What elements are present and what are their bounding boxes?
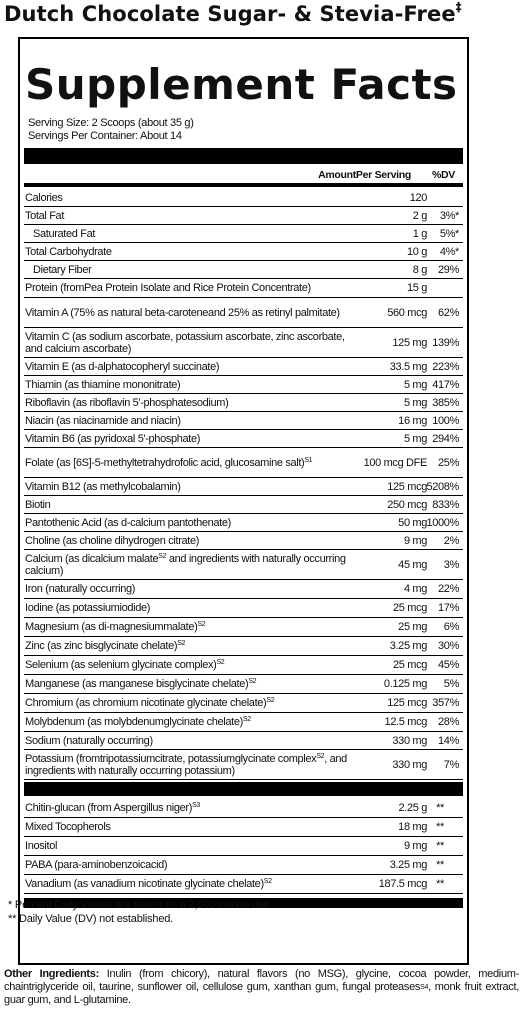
thick-divider-2	[24, 782, 463, 796]
nutrient-dv: 5208%	[426, 480, 459, 493]
nutrient-dv: 2%	[443, 534, 459, 547]
nutrient-label: Zinc (as zinc bisglycinate chelate)$^{S2}$	[25, 640, 186, 652]
nutrient-amount: 12.5 mcg	[384, 716, 427, 728]
nutrient-dv: 417%	[432, 378, 459, 391]
nutrient-amount: 4 mg	[403, 583, 427, 595]
nutrient-amount: 125 mg	[392, 336, 427, 349]
nutrient-label: Calcium (as dicalcium malate$^{S2}$ and ingredients with naturally occurring calcium)	[25, 552, 346, 577]
nutrient-amount: 25 mcg	[393, 659, 427, 671]
nutrient-row	[24, 496, 463, 514]
nutrient-amount: 100 mcg DFE	[363, 456, 427, 469]
nutrient-rows	[24, 190, 463, 780]
nutrient-amount: 5 mg	[403, 432, 427, 445]
nutrient-label: Chitin-glucan (from Aspergillus niger)$^{S3}$	[25, 802, 200, 814]
nutrient-dv: 223%	[432, 360, 459, 373]
nutrient-dv: 45%	[438, 659, 459, 671]
nutrient-label: Niacin (as niacinamide and niacin)	[25, 414, 181, 427]
nutrient-dv: 28%	[438, 716, 459, 728]
nutrient-dv: **	[436, 878, 444, 890]
nutrient-label: Calories	[25, 192, 63, 204]
nutrient-label: Vitamin E (as d-alphatocopheryl succinate)	[25, 360, 220, 373]
nutrient-label: Biotin	[25, 498, 51, 511]
nutrient-label: Sodium (naturally occurring)	[25, 734, 153, 747]
other-ingredients: Other Ingredients: Inulin (from chicory), natural flavors (no MSG), glycine, cocoa powder, medium-chaintriglyceride oil, taurine, sunflower oil, cellulose gum, xanthan gum, fungal proteases$^{S4}$, monk fruit extract, guar gum, and L-glutamine.	[4, 968, 519, 1006]
nutrient-dv: 1000%	[426, 516, 459, 529]
nutrient-row	[24, 207, 463, 225]
nutrient-row	[24, 279, 463, 298]
column-header	[24, 166, 463, 183]
nutrient-row	[24, 837, 463, 856]
nutrient-amount: 2.25 g	[398, 802, 427, 814]
nutrient-label: Vitamin B12 (as methylcobalamin)	[25, 480, 181, 493]
thick-divider	[24, 148, 463, 164]
nutrient-dv: **	[436, 802, 444, 814]
nutrient-dv: 14%	[438, 734, 459, 747]
nutrient-amount: 1 g	[412, 227, 427, 240]
nutrient-row	[24, 448, 463, 478]
footnote-dv: * Percent Daily Values are based on a 2,000 calorie diet.	[8, 899, 272, 911]
nutrient-amount: 25 mg	[398, 621, 427, 633]
nutrient-amount: 3.25 mg	[389, 859, 427, 871]
nutrient-dv: **	[436, 840, 444, 852]
nutrient-amount: 16 mg	[398, 414, 427, 427]
nutrient-amount: 10 g	[406, 245, 427, 258]
nutrient-amount: 18 mg	[398, 821, 427, 833]
nutrient-dv: 3%	[443, 558, 459, 571]
nutrient-label: Vitamin B6 (as pyridoxal 5'-phosphate)	[25, 432, 201, 445]
nutrient-label: Chromium (as chromium nicotinate glycinate chelate)$^{S2}$	[25, 697, 275, 709]
nutrient-label: Vitamin A (75% as natural beta-caroteneand 25% as retinyl palmitate)	[25, 306, 340, 319]
amount-header: AmountPer Serving	[318, 169, 411, 181]
nutrient-row	[24, 243, 463, 261]
nutrient-row	[24, 875, 463, 894]
nutrient-row	[24, 298, 463, 328]
nutrient-amount: 125 mcg	[387, 480, 427, 493]
nutrient-amount: 45 mg	[398, 558, 427, 571]
nutrient-row	[24, 750, 463, 780]
nutrient-amount: 125 mcg	[387, 697, 427, 709]
nutrient-label: Thiamin (as thiamine mononitrate)	[25, 378, 181, 391]
nutrient-amount: 25 mcg	[393, 602, 427, 614]
other-ingredients-label: Other Ingredients:	[4, 968, 99, 980]
nutrient-label: Protein (fromPea Protein Isolate and Rice Protein Concentrate)	[25, 282, 311, 294]
nutrient-amount: 187.5 mcg	[378, 878, 427, 890]
nutrient-row	[24, 599, 463, 618]
nutrient-amount: 2 g	[412, 209, 427, 222]
nutrient-label: Choline (as choline dihydrogen citrate)	[25, 534, 200, 547]
nutrient-label: Iron (naturally occurring)	[25, 583, 136, 595]
nutrient-amount: 33.5 mg	[389, 360, 427, 373]
product-title: Dutch Chocolate Sugar- & Stevia-Free‡	[4, 0, 462, 26]
nutrient-dv: 294%	[432, 432, 459, 445]
footnote-not-established: ** Daily Value (DV) not established.	[8, 913, 174, 925]
footnotes	[8, 898, 272, 926]
nutrient-row	[24, 430, 463, 448]
nutrient-dv: **	[436, 859, 444, 871]
nutrient-dv: 385%	[432, 396, 459, 409]
nutrient-row	[24, 818, 463, 837]
nutrient-row	[24, 618, 463, 637]
nutrient-label: PABA (para-aminobenzoicacid)	[25, 859, 168, 871]
nutrient-amount: 5 mg	[403, 378, 427, 391]
nutrient-amount: 120	[409, 192, 427, 204]
nutrient-amount: 0.125 mg	[383, 678, 427, 690]
nutrient-amount: 330 mg	[392, 758, 427, 771]
nutrient-label: Molybdenum (as molybdenumglycinate chelate)$^{S2}$	[25, 716, 251, 728]
nutrient-label: Pantothenic Acid (as d-calcium pantothenate)	[25, 516, 231, 529]
nutrient-label: Mixed Tocopherols	[25, 821, 111, 833]
nutrient-amount: 9 mg	[403, 534, 427, 547]
nutrient-dv: **	[436, 821, 444, 833]
nutrient-dv: 29%	[438, 263, 459, 276]
nutrient-label: Iodine (as potassiumiodide)	[25, 602, 151, 614]
nutrient-label: Vitamin C (as sodium ascorbate, potassium ascorbate, zinc ascorbate, and calcium ascorbate)	[25, 330, 345, 355]
nutrient-row	[24, 394, 463, 412]
nutrient-dv: 30%	[438, 640, 459, 652]
nutrient-label: Saturated Fat	[33, 227, 96, 240]
nutrient-label: Selenium (as selenium glycinate complex)$^{S2}$	[25, 659, 225, 671]
nutrient-dv: 62%	[438, 306, 459, 319]
nutrient-label: Manganese (as manganese bisglycinate chelate)$^{S2}$	[25, 678, 257, 690]
nutrient-row	[24, 328, 463, 358]
nutrient-label: Potassium (fromtripotassiumcitrate, potassiumglycinate complex$^{S2}$, and ingredients with naturally occurring potassium)	[25, 752, 347, 777]
panel-heading: Supplement Facts	[25, 60, 458, 109]
nutrient-label: Inositol	[25, 840, 58, 852]
nutrient-dv: 7%	[443, 758, 459, 771]
nutrient-dv: 6%	[443, 621, 459, 633]
nutrient-row	[24, 478, 463, 496]
nutrient-row	[24, 713, 463, 732]
servings-per-container: Servings Per Container: About 14	[28, 130, 182, 142]
nutrient-row	[24, 799, 463, 818]
nutrient-label: Total Carbohydrate	[25, 245, 112, 258]
nutrient-row	[24, 190, 463, 207]
nutrient-row	[24, 694, 463, 713]
nutrient-label: Folate (as [6S]-5-methyltetrahydrofolic acid, glucosamine salt)$^{S1}$	[25, 456, 313, 469]
serving-size: Serving Size: 2 Scoops (about 35 g)	[28, 117, 194, 129]
nutrient-amount: 250 mcg	[387, 498, 427, 511]
nutrient-amount: 3.25 mg	[389, 640, 427, 652]
nutrient-amount: 50 mg	[398, 516, 427, 529]
nutrient-amount: 9 mg	[403, 840, 427, 852]
nutrient-amount: 560 mcg	[387, 306, 427, 319]
nutrient-amount: 8 g	[412, 263, 427, 276]
supplement-facts-panel	[18, 37, 469, 965]
nutrient-dv: 4%*	[439, 245, 459, 258]
nutrient-dv: 357%	[432, 697, 459, 709]
nutrient-dv: 5%	[443, 678, 459, 690]
nutrient-dv: 100%	[432, 414, 459, 427]
nutrient-row	[24, 532, 463, 550]
nutrient-dv: 3%*	[439, 209, 459, 222]
nutrient-dv: 833%	[432, 498, 459, 511]
nutrient-row	[24, 580, 463, 599]
nutrient-row	[24, 637, 463, 656]
nutrient-amount: 15 g	[406, 282, 427, 294]
nutrient-row	[24, 358, 463, 376]
dv-header: %DV	[431, 169, 455, 181]
nutrient-amount: 5 mg	[403, 396, 427, 409]
nutrient-dv: 25%	[438, 456, 459, 469]
nutrient-row	[24, 856, 463, 875]
nutrient-label: Vanadium (as vanadium nicotinate glycinate chelate)$^{S2}$	[25, 878, 272, 890]
nutrient-label: Dietary Fiber	[33, 263, 92, 276]
nutrient-label: Total Fat	[25, 209, 65, 222]
nutrient-dv: 139%	[432, 336, 459, 349]
nutrient-amount: 330 mg	[392, 734, 427, 747]
nutrient-row	[24, 412, 463, 430]
nutrient-dv: 22%	[438, 583, 459, 595]
nutrient-row	[24, 656, 463, 675]
nutrient-row	[24, 675, 463, 694]
nutrient-row	[24, 376, 463, 394]
header-divider	[24, 183, 463, 187]
nutrient-row	[24, 732, 463, 750]
nutrient-row	[24, 261, 463, 279]
nutrient-row	[24, 550, 463, 580]
nutrient-dv: 17%	[438, 602, 459, 614]
nutrient-dv: 5%*	[439, 227, 459, 240]
nutrient-row	[24, 225, 463, 243]
other-nutrient-rows	[24, 799, 463, 894]
nutrient-label: Riboflavin (as riboflavin 5'-phosphatesodium)	[25, 396, 229, 409]
nutrient-row	[24, 514, 463, 532]
nutrient-label: Magnesium (as di-magnesiummalate)$^{S2}$	[25, 621, 206, 633]
